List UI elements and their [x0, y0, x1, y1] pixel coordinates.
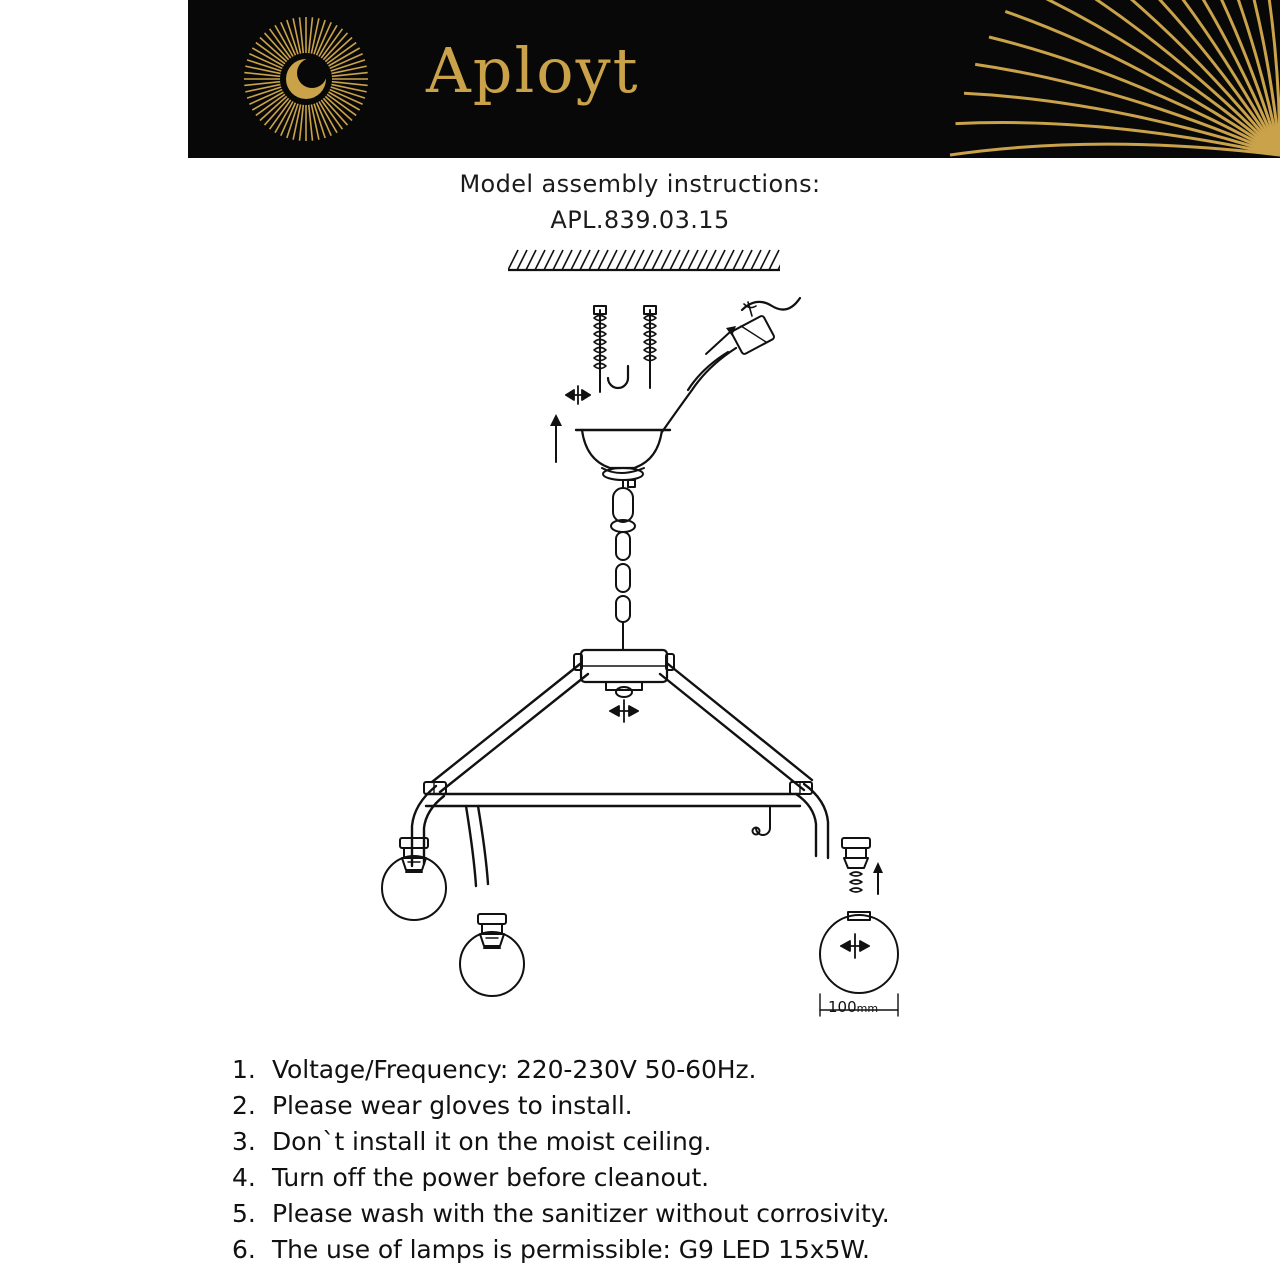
screw-anchor-icon [644, 306, 656, 388]
ceiling-canopy-icon [576, 430, 670, 488]
list-item-number: 4. [232, 1163, 256, 1192]
list-item-text: Please wear gloves to install. [272, 1091, 633, 1120]
rotate-screw-icon [610, 700, 638, 722]
ceiling-hook-icon [608, 366, 628, 388]
list-item-number: 5. [232, 1199, 256, 1228]
list-item [232, 1163, 1132, 1192]
dimension-label [828, 998, 878, 1016]
list-item-text: Don`t install it on the moist ceiling. [272, 1127, 712, 1156]
list-item-number: 6. [232, 1235, 256, 1264]
list-item-number: 3. [232, 1127, 256, 1156]
rotate-screw-icon [566, 386, 590, 404]
instructions-list [232, 1055, 1132, 1271]
list-item [232, 1055, 1132, 1084]
dimension-value: 100 [828, 998, 857, 1016]
list-item [232, 1127, 1132, 1156]
list-item-number: 2. [232, 1091, 256, 1120]
assembly-diagram [0, 282, 1280, 1042]
brand-header-band [188, 0, 1280, 158]
list-item-text: Voltage/Frequency: 220-230V 50-60Hz. [272, 1055, 757, 1084]
list-item [232, 1235, 1132, 1264]
globe-bulb-icon [820, 838, 898, 1016]
brand-name: Aployt [426, 34, 640, 107]
list-item [232, 1199, 1132, 1228]
screw-anchor-icon [594, 306, 606, 392]
globe-bulb-icon [460, 914, 524, 996]
title-block [0, 170, 1280, 234]
list-item-text: Please wash with the sanitizer without corrosivity. [272, 1199, 890, 1228]
list-item-text: The use of lamps is permissible: G9 LED 15x5W. [272, 1235, 870, 1264]
dimension-unit: mm [856, 1002, 879, 1015]
model-code: APL.839.03.15 [550, 206, 730, 234]
ceiling-hatch-icon [508, 248, 780, 276]
rotate-screw-icon [841, 934, 869, 958]
sunburst-icon [236, 13, 376, 145]
up-arrow-icon [550, 414, 562, 462]
fan-rays-icon [860, 0, 1280, 158]
list-item [232, 1091, 1132, 1120]
list-item-text: Turn off the power before cleanout. [272, 1163, 710, 1192]
title-line-1: Model assembly instructions: [459, 170, 821, 198]
lamp-body-icon [412, 650, 828, 886]
up-arrow-icon [873, 862, 883, 894]
list-item-number: 1. [232, 1055, 256, 1084]
wire-connector-icon [662, 298, 800, 432]
suspension-chain-icon [611, 488, 635, 650]
globe-bulb-icon [382, 838, 446, 920]
